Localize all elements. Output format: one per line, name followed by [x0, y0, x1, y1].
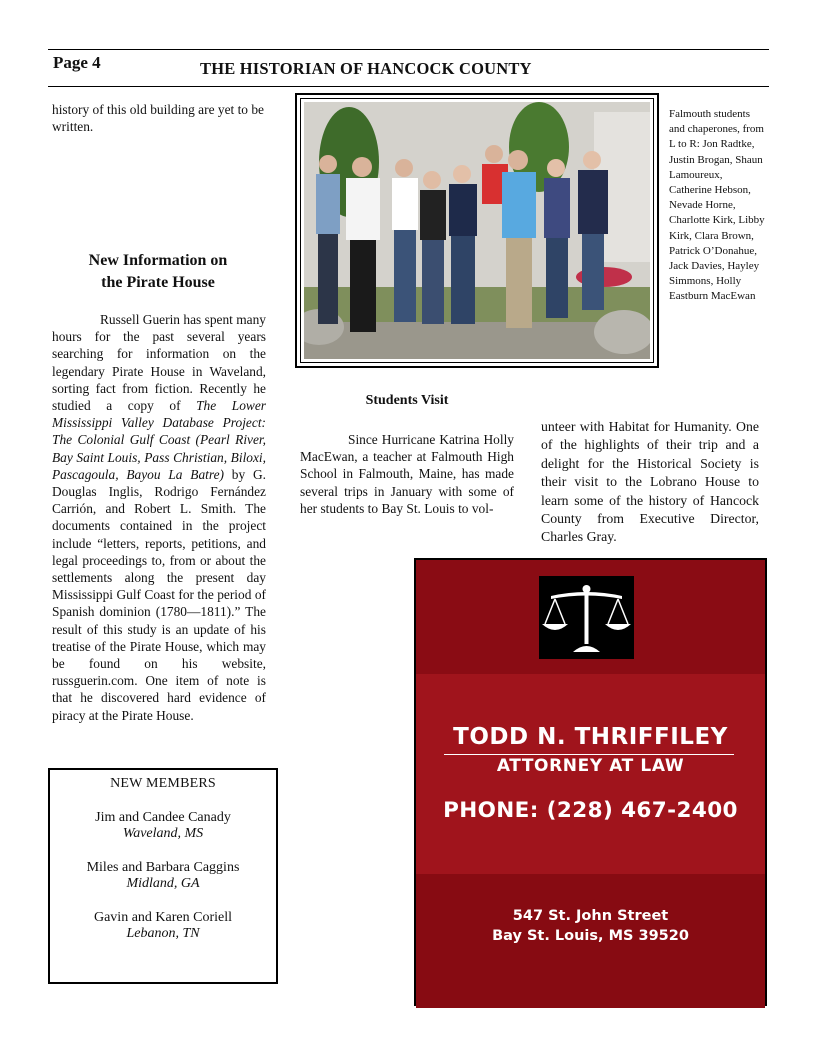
attorney-name: TODD N. THRIFFILEY — [453, 724, 728, 750]
continued-paragraph: history of this old building are yet to be written. — [52, 102, 264, 135]
students-visit-text-1: Since Hurricane Katrina Holly MacEwan, a teacher at Falmouth High School in Falmouth, Maine, has made several trips in January with some of her students to Bay St. Louis to vol- — [300, 432, 514, 516]
pirate-body-part-1: Russell Guerin has spent many hours for the past several years searching for information on the legendary Pirate House in Waveland, sorting fact from fiction. Recently he studied a copy of — [52, 312, 266, 414]
masthead-title: THE HISTORIAN OF HANCOCK COUNTY — [200, 59, 532, 78]
address-line-1: 547 St. John Street — [512, 908, 669, 924]
new-members-box — [48, 768, 278, 984]
member-place: Lebanon, TN — [126, 926, 200, 941]
attorney-advertisement — [414, 558, 767, 1006]
address-line-2: Bay St. Louis, MS 39520 — [492, 928, 689, 944]
header-top-rule — [48, 49, 769, 50]
page-number: Page 4 — [53, 53, 101, 72]
scales-of-justice-icon — [539, 576, 634, 659]
pirate-house-article — [52, 311, 266, 724]
member-name: Jim and Candee Canady — [95, 810, 231, 825]
pirate-body-part-2: by G. Douglas Inglis, Rodrigo Fernández Carrión, and Robert L. Smith. The documents contained in the project include “letters, reports, petitions, and legal proceedings to, from or about the settlements along the present day Mississippi Gulf Coast for the period of Spanish dominion (1780—1811).” The result of this study is an update of his treatise of the Pirate House, which may be found on his website, russguerin.com. One item of note is that he discovered hard evidence of piracy at the Pirate House. — [52, 466, 267, 723]
students-visit-article-part-1 — [300, 431, 514, 517]
group-photo — [304, 102, 650, 359]
new-members-title: NEW MEMBERS — [110, 776, 216, 791]
member-name: Gavin and Karen Coriell — [93, 910, 232, 925]
header-bottom-rule — [48, 86, 769, 87]
attorney-phone: PHONE: (228) 467-2400 — [443, 798, 738, 823]
pirate-heading-line-1: New Information on — [88, 252, 228, 269]
attorney-title: ATTORNEY AT LAW — [496, 756, 685, 776]
photo-caption: Falmouth students and chaperones, from L to R: Jon Radtke, Justin Brogan, Shaun Lamoureux, Catherine Hebson, Nevade Horne, Charlotte Kirk, Libby Kirk, Clara Brown, Patrick O’Donahue, Jack Davies, Hayley Simmons, Holly Eastburn MacEwan — [669, 108, 765, 303]
member-place: Waveland, MS — [122, 826, 204, 841]
pirate-house-heading — [52, 250, 264, 294]
group-photo-illustration — [304, 102, 650, 359]
pirate-heading-line-2: the Pirate House — [101, 274, 215, 291]
pirate-book-title: The Lower Mississippi Valley Database Project: The Colonial Gulf Coast (Pearl River, Bay Saint Louis, Pass Christian, Biloxi, Pascagoula, Bayou La Batre) — [52, 398, 266, 482]
group-photo-frame — [295, 93, 659, 368]
ad-divider — [444, 754, 734, 755]
member-place: Midland, GA — [126, 876, 200, 891]
scales-of-justice-graphic — [539, 576, 634, 659]
students-visit-heading: Students Visit — [365, 393, 449, 408]
students-visit-article-part-2: unteer with Habitat for Humanity. One of the highlights of their trip and a delight for the Historical Society is their visit to the Lobrano House to learn some of the history of Hancock County from Executive Director, Charles Gray. — [541, 419, 759, 545]
member-name: Miles and Barbara Caggins — [86, 860, 240, 875]
